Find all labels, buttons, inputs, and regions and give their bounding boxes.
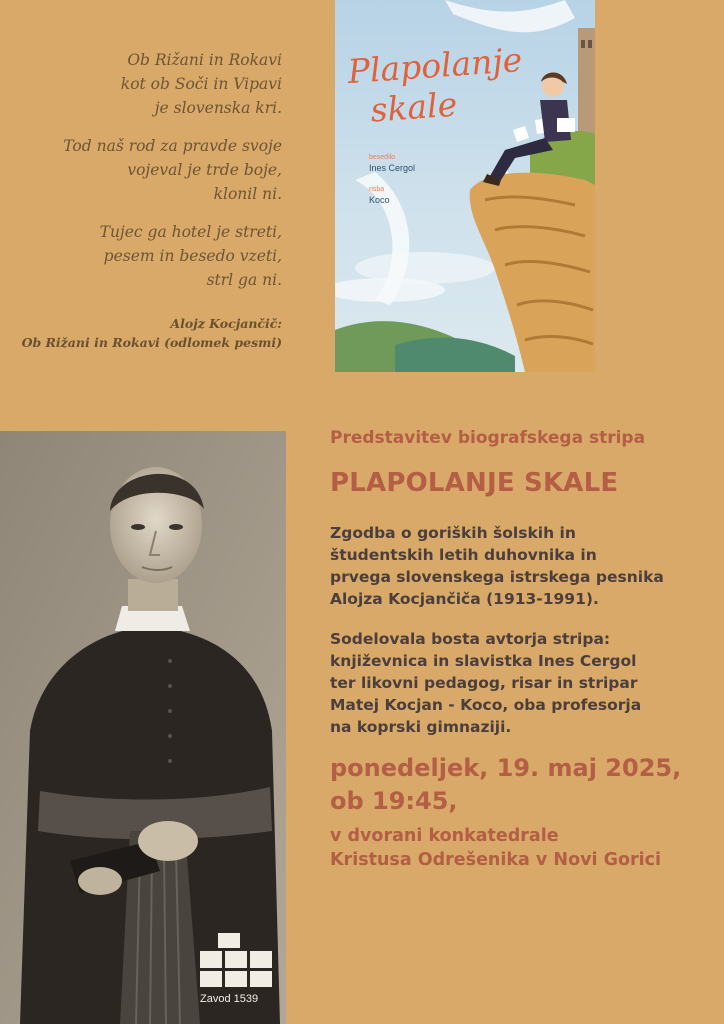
event-subtitle: Predstavitev biografskega stripa — [330, 428, 646, 448]
cover-title-line-1: Plapolanje — [346, 40, 524, 92]
description-line: prvega slovenskega istrskega pesnika — [330, 568, 664, 586]
description-line: Alojza Kocjančiča (1913-1991). — [330, 590, 599, 608]
poem-stanza-1 — [20, 48, 282, 120]
authors-line: književnica in slavistka Ines Cergol — [330, 652, 637, 670]
poem-line: pesem in besedo vzeti, — [103, 247, 282, 265]
authors-line: Sodelovala bosta avtorja stripa: — [330, 630, 611, 648]
poem-line: strl ga ni. — [206, 271, 282, 289]
event-date: ponedeljek, 19. maj 2025, — [330, 754, 682, 782]
authors-line: ter likovni pedagog, risar in stripar — [330, 674, 638, 692]
poem-line: je slovenska kri. — [154, 99, 282, 117]
poem-credit — [20, 314, 282, 352]
cover-title-line-2: skale — [369, 84, 459, 130]
zavod-logo — [200, 933, 280, 1005]
authors-line: Matej Kocjan - Koco, oba profesorja — [330, 696, 642, 714]
cover-illustrator: Koco — [369, 195, 390, 205]
poem-stanza-2 — [20, 134, 282, 206]
description-line: Zgodba o goriških šolskih in — [330, 524, 576, 542]
poem-line: Ob Rižani in Rokavi — [127, 51, 282, 69]
cover-words-label: besedilo — [369, 154, 396, 161]
cover-title — [346, 40, 526, 132]
poem-line: Tujec ga hotel je streti, — [99, 223, 282, 241]
cover-author-block — [369, 152, 415, 174]
venue-line: v dvorani konkatedrale — [330, 826, 559, 846]
authors-line: na koprski gimnaziji. — [330, 718, 512, 736]
venue-line: Kristusa Odrešenika v Novi Gorici — [330, 850, 661, 870]
priest-photo — [0, 431, 286, 1024]
event-venue — [330, 824, 710, 872]
book-cover — [335, 0, 595, 372]
event-time: ob 19:45, — [330, 787, 458, 815]
cover-illustrator-block — [369, 184, 390, 206]
event-description — [330, 522, 710, 610]
logo-text: Zavod 1539 — [200, 993, 259, 1005]
poem-line: kot ob Soči in Vipavi — [120, 75, 282, 93]
poem-line: Tod naš rod za pravde svoje — [63, 137, 282, 155]
poem-line: klonil ni. — [213, 185, 282, 203]
cover-drawing-label: risba — [369, 186, 385, 193]
poem-credit-author: Alojz Kocjančič: — [170, 316, 282, 331]
cover-author: Ines Cergol — [369, 163, 416, 173]
poem-excerpt — [20, 48, 282, 352]
event-authors — [330, 628, 710, 738]
poem-credit-source: Ob Rižani in Rokavi (odlomek pesmi) — [21, 335, 282, 350]
logo-mark-icon — [200, 933, 260, 987]
description-line: študentskih letih duhovnika in — [330, 546, 597, 564]
event-title: PLAPOLANJE SKALE — [330, 468, 619, 498]
poem-line: vojeval je trde boje, — [127, 161, 282, 179]
poem-stanza-3 — [20, 220, 282, 292]
event-announcement — [330, 428, 710, 872]
event-when — [330, 752, 710, 818]
